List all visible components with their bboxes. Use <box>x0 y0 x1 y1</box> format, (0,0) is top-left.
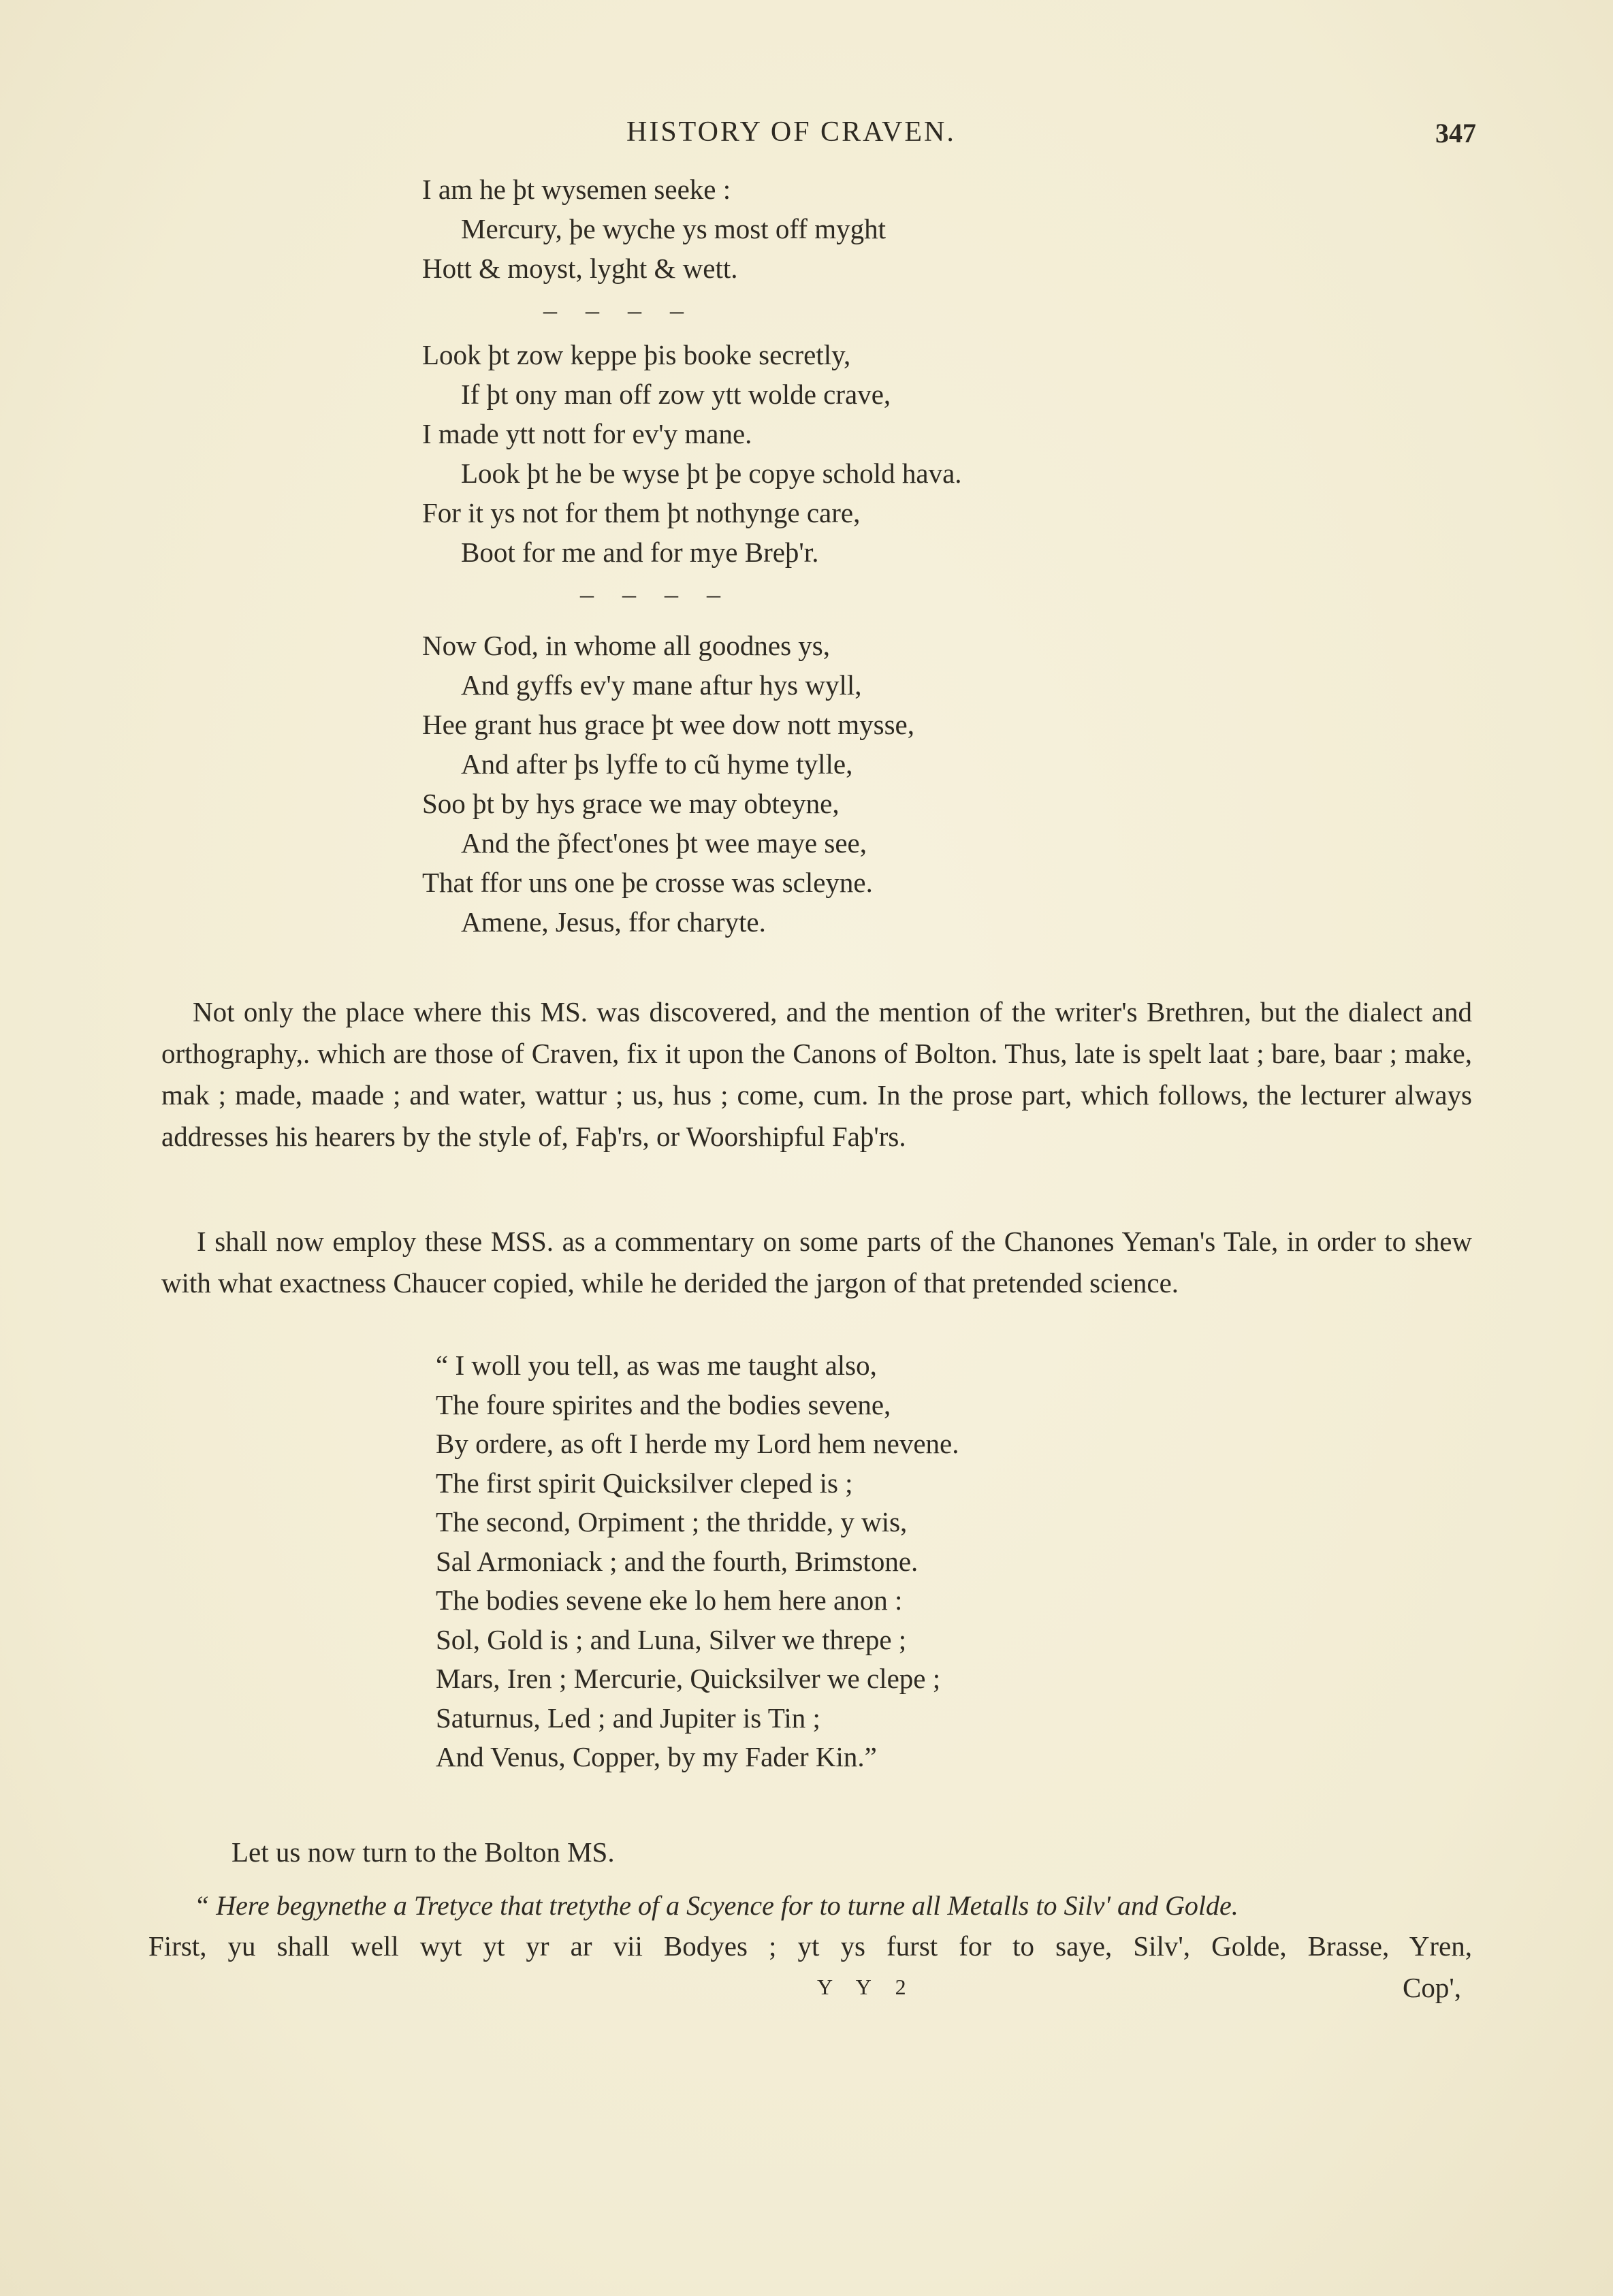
verse-line: Hott & moyst, lyght & wett. <box>422 253 738 284</box>
quote-line: And Venus, Copper, by my Fader Kin.” <box>436 1741 877 1772</box>
page-header <box>0 116 1613 157</box>
verse-line: Look þt zow keppe þis booke secretly, <box>422 339 851 370</box>
paragraph-dialect: Not only the place where this MS. was discovered, and the mention of the writer's Brethren, but the dialect and orthography,. which are those of Craven, fix it upon the Canons of Bolton. Thus, late is spelt laat ; bare, baar ; make, mak ; made, maade ; and water, wattur ; us, hus ; come, cum. In the prose part, which follows, the lecturer always addresses his hearers by the style of, Faþ'rs, or Woorshipful Faþ'rs. <box>161 996 1472 1152</box>
verse-line: And after þs lyffe to cũ hyme tylle, <box>461 748 853 780</box>
manuscript-text: First, yu shall well wyt yt yr ar vii Bodyes ; yt ys furst for to saye, Silv', Golde, Brasse, Yren, <box>148 1930 1472 1962</box>
chaucer-quotation <box>436 1352 959 1783</box>
quote-line: The foure spirites and the bodies sevene, <box>436 1388 891 1420</box>
quote-line: Saturnus, Led ; and Jupiter is Tin ; <box>436 1702 820 1734</box>
manuscript-incipit: “ Here begynethe a Tretyce that tretythe of a Scyence for to turne all Metalls to Silv' and Golde. <box>194 1890 1239 1921</box>
quote-line: “ I woll you tell, as was me taught also, <box>436 1350 877 1381</box>
verse-line: And gyffs ev'y mane aftur hys wyll, <box>461 669 862 701</box>
catchword: Cop', <box>1403 1972 1461 2003</box>
verse-line: I am he þt wysemen seeke : <box>422 174 731 205</box>
section-separator: – – – – <box>543 295 694 325</box>
verse-line: Soo þt by hys grace we may obteyne, <box>422 788 840 819</box>
verse-line: And the p̃fect'ones þt wee maye see, <box>461 827 867 859</box>
verse-stanza-3 <box>422 632 914 948</box>
verse-line: For it ys not for them þt nothynge care, <box>422 497 861 528</box>
quote-line: The second, Orpiment ; the thridde, y wis, <box>436 1506 908 1537</box>
verse-line: Now God, in whome all goodnes ys, <box>422 630 831 661</box>
quote-line: The bodies sevene eke lo hem here anon : <box>436 1584 903 1616</box>
quote-line: Mars, Iren ; Mercurie, Quicksilver we clepe ; <box>436 1663 941 1694</box>
verse-stanza-2 <box>422 341 962 617</box>
quote-line: The first spirit Quicksilver cleped is ; <box>436 1467 853 1499</box>
verse-line: Look þt he be wyse þt þe copye schold hava. <box>461 458 962 489</box>
quote-line: Sol, Gold is ; and Luna, Silver we threpe ; <box>436 1623 907 1655</box>
transition-sentence: Let us now turn to the Bolton MS. <box>231 1836 615 1868</box>
quote-line: By ordere, as oft I herde my Lord hem nevene. <box>436 1428 959 1459</box>
verse-line: I made ytt nott for ev'y mane. <box>422 418 752 449</box>
running-title: HISTORY OF CRAVEN. <box>626 116 956 148</box>
verse-line: That ffor uns one þe crosse was scleyne. <box>422 867 873 898</box>
verse-line: If þt ony man off zow ytt wolde crave, <box>461 379 891 410</box>
verse-line: Boot for me and for mye Breþ'r. <box>461 537 819 568</box>
paragraph-commentary: I shall now employ these MSS. as a commentary on some parts of the Chanones Yeman's Tale, in order to shew with what exactness Chaucer copied, while he derided the jargon of that pretended science. <box>161 1226 1472 1298</box>
section-separator: – – – – <box>580 579 731 609</box>
page-number: 347 <box>1435 118 1476 148</box>
quote-line: Sal Armoniack ; and the fourth, Brimstone. <box>436 1545 919 1577</box>
signature-mark: Y Y 2 <box>817 1975 916 1999</box>
verse-stanza-1 <box>422 176 886 333</box>
verse-line: Amene, Jesus, ffor charyte. <box>461 906 766 938</box>
verse-line: Hee grant hus grace þt wee dow nott mysse, <box>422 709 914 740</box>
verse-line: Mercury, þe wyche ys most off myght <box>461 213 886 244</box>
